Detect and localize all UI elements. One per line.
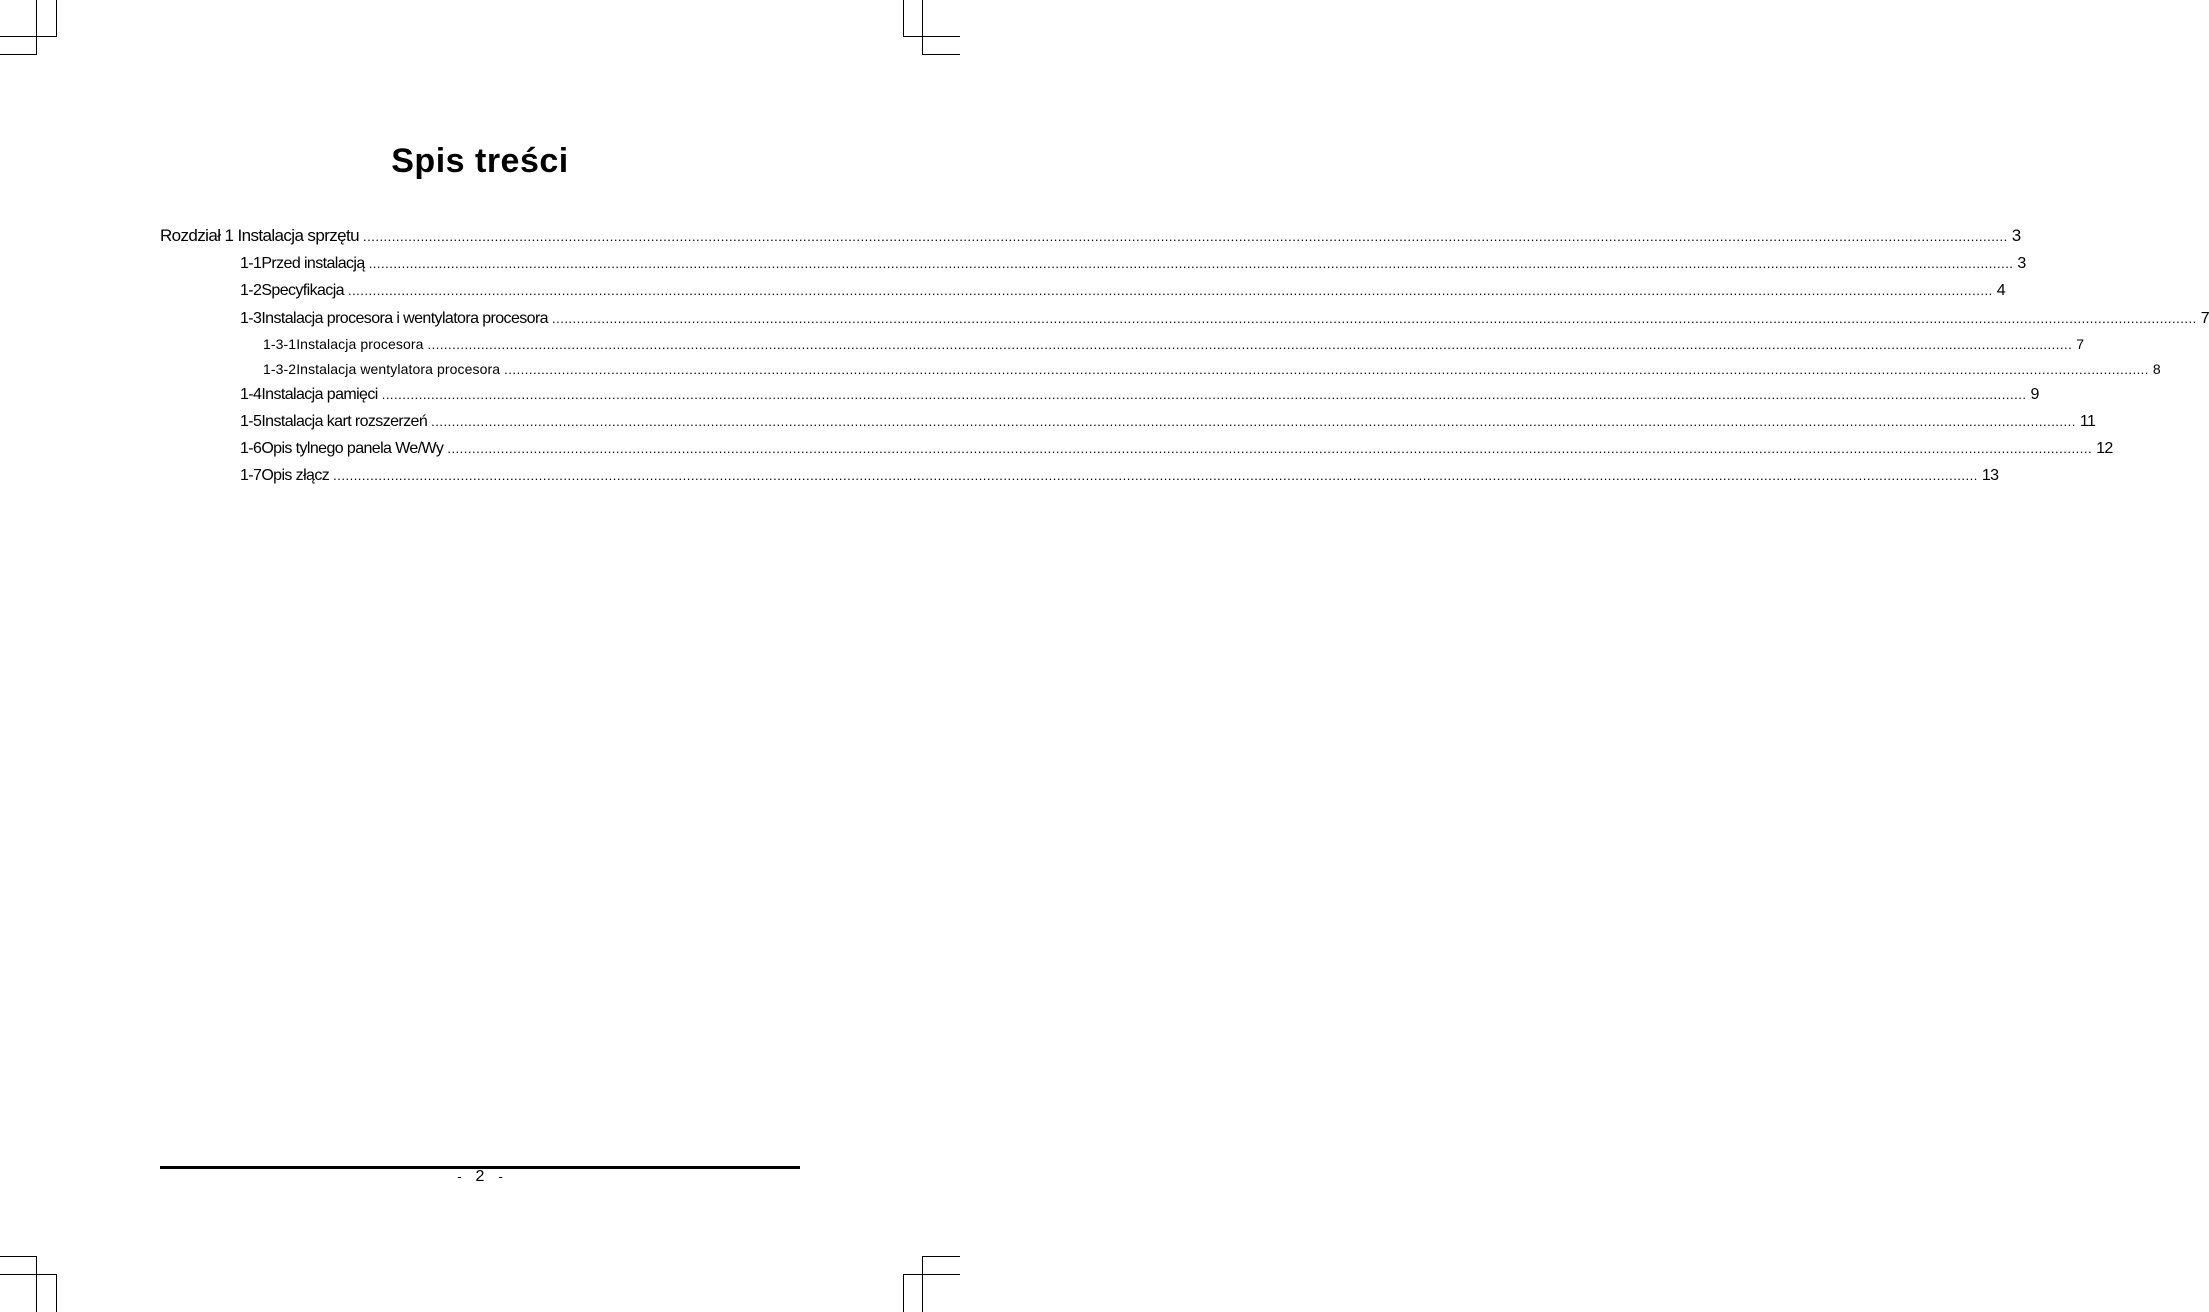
crop-mark <box>903 36 960 37</box>
toc-entry-label: Instalacja pamięci <box>261 386 378 403</box>
toc-entry-page: 13 <box>1981 467 1999 484</box>
toc-entry[interactable] <box>240 310 2209 328</box>
crop-mark <box>922 54 960 55</box>
toc-entry-page: 9 <box>2030 386 2039 403</box>
footer-dash-right: - <box>498 1169 503 1184</box>
toc-entry-label: Rozdział 1 Instalacja sprzętu <box>160 226 359 245</box>
footer <box>0 1168 960 1186</box>
crop-mark <box>922 0 923 54</box>
toc-entry[interactable] <box>240 255 2026 273</box>
toc-entry[interactable] <box>160 226 2021 246</box>
toc-entry-label: Instalacja kart rozszerzeń <box>261 413 428 430</box>
toc-entry-page: 11 <box>2079 413 2096 430</box>
page-title: Spis treści <box>391 142 569 180</box>
crop-mark <box>56 0 57 36</box>
toc-entry[interactable] <box>263 361 2161 377</box>
toc-dot-leader: ................................................................................................................................................................................................................................................................................................................................................................................................................ <box>347 283 1993 298</box>
toc-dot-leader: ................................................................................................................................................................................................................................................................................................................................................................................................................ <box>363 229 2008 244</box>
toc-entry[interactable] <box>263 336 2085 352</box>
crop-mark <box>56 1274 57 1312</box>
toc-entry[interactable] <box>240 413 2096 431</box>
crop-mark <box>903 0 904 36</box>
crop-mark <box>36 1256 37 1312</box>
toc-entry-number: 1-1 <box>240 255 262 272</box>
toc-dot-leader: ................................................................................................................................................................................................................................................................................................................................................................................................................ <box>447 441 2093 456</box>
crop-mark <box>36 0 37 54</box>
toc-dot-leader: ................................................................................................................................................................................................................................................................................................................................................................................................................ <box>427 337 2073 352</box>
toc-entry-page: 3 <box>2011 226 2021 245</box>
toc-entry-label: Instalacja procesora i wentylatora procesora <box>261 310 548 327</box>
toc-dot-leader: ................................................................................................................................................................................................................................................................................................................................................................................................................ <box>368 256 2014 271</box>
toc-dot-leader: ................................................................................................................................................................................................................................................................................................................................................................................................................ <box>551 311 2197 326</box>
toc-entry-label: Opis złącz <box>261 467 330 484</box>
toc-entry-number: 1-3-1 <box>263 336 297 352</box>
crop-mark <box>922 1256 960 1257</box>
toc-entry-label: Specyfikacja <box>261 282 344 299</box>
toc-entry[interactable] <box>240 440 2113 458</box>
toc-entry-number: 1-5 <box>240 413 262 430</box>
crop-mark <box>922 1256 923 1312</box>
toc-dot-leader: ................................................................................................................................................................................................................................................................................................................................................................................................................ <box>431 414 2076 429</box>
crop-mark <box>0 54 37 55</box>
crop-mark <box>0 1274 57 1275</box>
toc-entry-label: Instalacja procesora <box>296 336 424 352</box>
footer-dash-left: - <box>457 1169 462 1184</box>
footer-page-number: 2 <box>475 1168 485 1185</box>
toc-entry-number: 1-7 <box>240 467 262 484</box>
toc-dot-leader: ................................................................................................................................................................................................................................................................................................................................................................................................................ <box>381 387 2027 402</box>
toc-entry-page: 8 <box>2152 361 2161 377</box>
toc-entry-page: 4 <box>1996 282 2005 299</box>
crop-mark <box>903 1274 904 1312</box>
toc-dot-leader: ................................................................................................................................................................................................................................................................................................................................................................................................................ <box>333 468 1978 483</box>
toc-entry-page: 12 <box>2096 440 2113 457</box>
toc-entry-label: Opis tylnego panela We/Wy <box>261 440 444 457</box>
toc-entry-number: 1-6 <box>240 440 262 457</box>
toc-entry-label: Przed instalacją <box>261 255 365 272</box>
crop-mark <box>0 36 57 37</box>
toc-entry-number: 1-2 <box>240 282 262 299</box>
toc-entry-number: 1-4 <box>240 386 262 403</box>
toc-entry-page: 7 <box>2200 310 2209 327</box>
crop-mark <box>903 1274 960 1275</box>
toc-entry-label: Instalacja wentylatora procesora <box>296 361 501 377</box>
toc-entry-number: 1-3 <box>240 310 262 327</box>
toc-dot-leader: ................................................................................................................................................................................................................................................................................................................................................................................................................ <box>504 362 2149 377</box>
toc-entry[interactable] <box>240 282 2005 300</box>
toc-entry-page: 7 <box>2076 336 2085 352</box>
toc-entry-page: 3 <box>2017 255 2026 272</box>
crop-mark <box>0 1256 37 1257</box>
toc-entry[interactable] <box>240 386 2039 404</box>
toc-entry-number: 1-3-2 <box>263 361 297 377</box>
toc-entry[interactable] <box>240 467 1999 485</box>
